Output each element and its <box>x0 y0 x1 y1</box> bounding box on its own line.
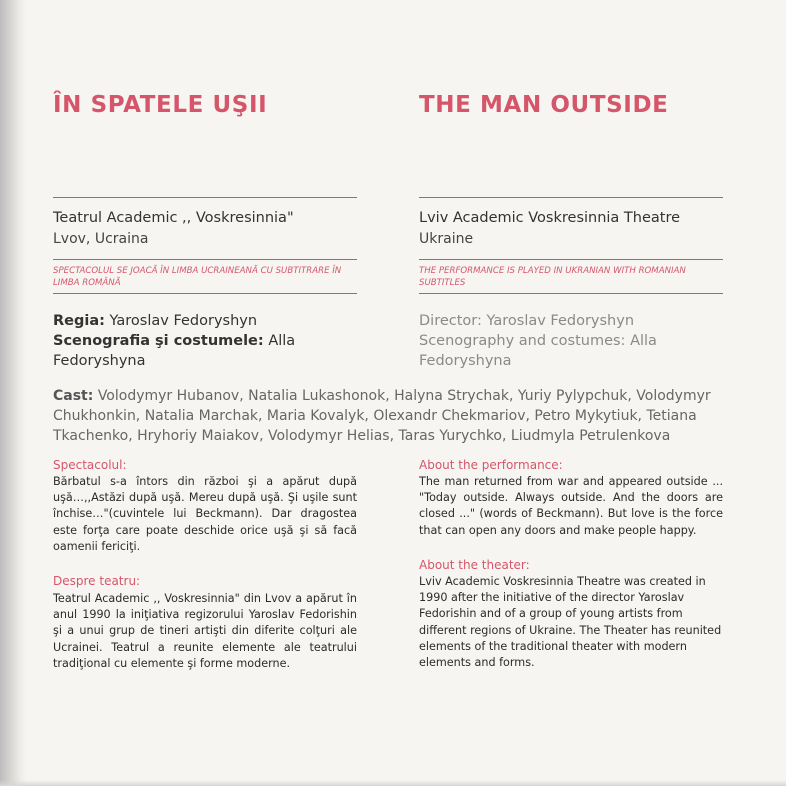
theater-text-romanian: Teatrul Academic ,, Voskresinnia" din Lvov a apărut în anul 1990 la iniţiativa regizorului Yaroslav Fedorishin şi a unui grup de tineri artişti din diferite colţuri ale Ucrainei. Teatrul a reunite elemente ale teatrului tradiţional cu elemente şi forme moderne. <box>53 592 357 670</box>
credits-english <box>419 311 723 371</box>
design-value: Alla Fedoryshyna <box>53 333 296 369</box>
theater-heading-english: About the theater: <box>419 558 530 572</box>
theater-location-romanian: Lvov, Ucraina <box>53 231 149 247</box>
cast-label: Cast: <box>53 388 94 404</box>
theater-name-romanian: Teatrul Academic ,, Voskresinnia" <box>53 210 294 226</box>
divider <box>419 197 723 198</box>
performance-text-english: The man returned from war and appeared outside ... "Today outside. Always outside. And the doors are closed ..." (words of Beckmann). But love is the force that can open any doors and make people happy. <box>419 475 723 537</box>
cast-names: Volodymyr Hubanov, Natalia Lukashonok, Halyna Strychak, Yuriy Pylypchuk, Volodymyr Chukhonkin, Natalia Marchak, Maria Kovalyk, Olexandr Chekmariov, Petro Mykytiuk, Tetiana Tkachenko, Hryhoriy Maiakov, Volodymyr Helias, Taras Yurychko, Liudmyla Petrulenkova <box>53 388 711 444</box>
page-bottom-edge <box>0 780 786 786</box>
performance-heading-english: About the performance: <box>419 458 563 472</box>
director-value: Yaroslav Fedoryshyn <box>109 313 258 329</box>
cast-list <box>53 386 733 446</box>
performance-heading-romanian: Spectacolul: <box>53 458 127 472</box>
theater-location-english: Ukraine <box>419 231 474 247</box>
divider <box>419 259 723 260</box>
language-note-romanian: SPECTACOLUL SE JOACĂ ÎN LIMBA UCRAINEANĂ CU SUBTITRARE ÎN LIMBA ROMÂNĂ <box>53 266 342 288</box>
title-english: THE MAN OUTSIDE <box>419 92 669 118</box>
divider <box>53 197 357 198</box>
language-note-english: THE PERFORMANCE IS PLAYED IN UKRANIAN WITH ROMANIAN SUBTITLES <box>419 266 686 288</box>
divider <box>419 293 723 294</box>
design-label: Scenography and costumes: <box>419 333 626 349</box>
design-value: Alla Fedoryshyna <box>419 333 657 369</box>
theater-heading-romanian: Despre teatru: <box>53 574 141 588</box>
credits-romanian <box>53 311 357 371</box>
theater-text-english: Lviv Academic Voskresinnia Theatre was created in 1990 after the initiative of the director Yaroslav Fedorishin and of a group of young artists from different regions of Ukraine. The Theater has reunited elements of the traditional theater with modern elements and forms. <box>419 575 722 670</box>
director-value: Yaroslav Fedoryshyn <box>486 313 635 329</box>
page-spine-shadow <box>0 0 26 786</box>
performance-text-romanian: Bărbatul s-a întors din război şi a apărut după uşă…,,Astăzi după uşă. Mereu după uşă. Şi uşile sunt închise…"(cuvintele lui Beckmann). Dar dragostea este forţa care poate deschide orice uşă şi să facă oamenii fericiţi. <box>53 475 357 553</box>
divider <box>53 259 357 260</box>
director-label: Director: <box>419 313 482 329</box>
design-label: Scenografia şi costumele: <box>53 333 264 349</box>
director-label: Regia: <box>53 313 105 329</box>
theater-name-english: Lviv Academic Voskresinnia Theatre <box>419 210 681 226</box>
title-romanian: ÎN SPATELE UŞII <box>53 92 268 118</box>
divider <box>53 293 357 294</box>
